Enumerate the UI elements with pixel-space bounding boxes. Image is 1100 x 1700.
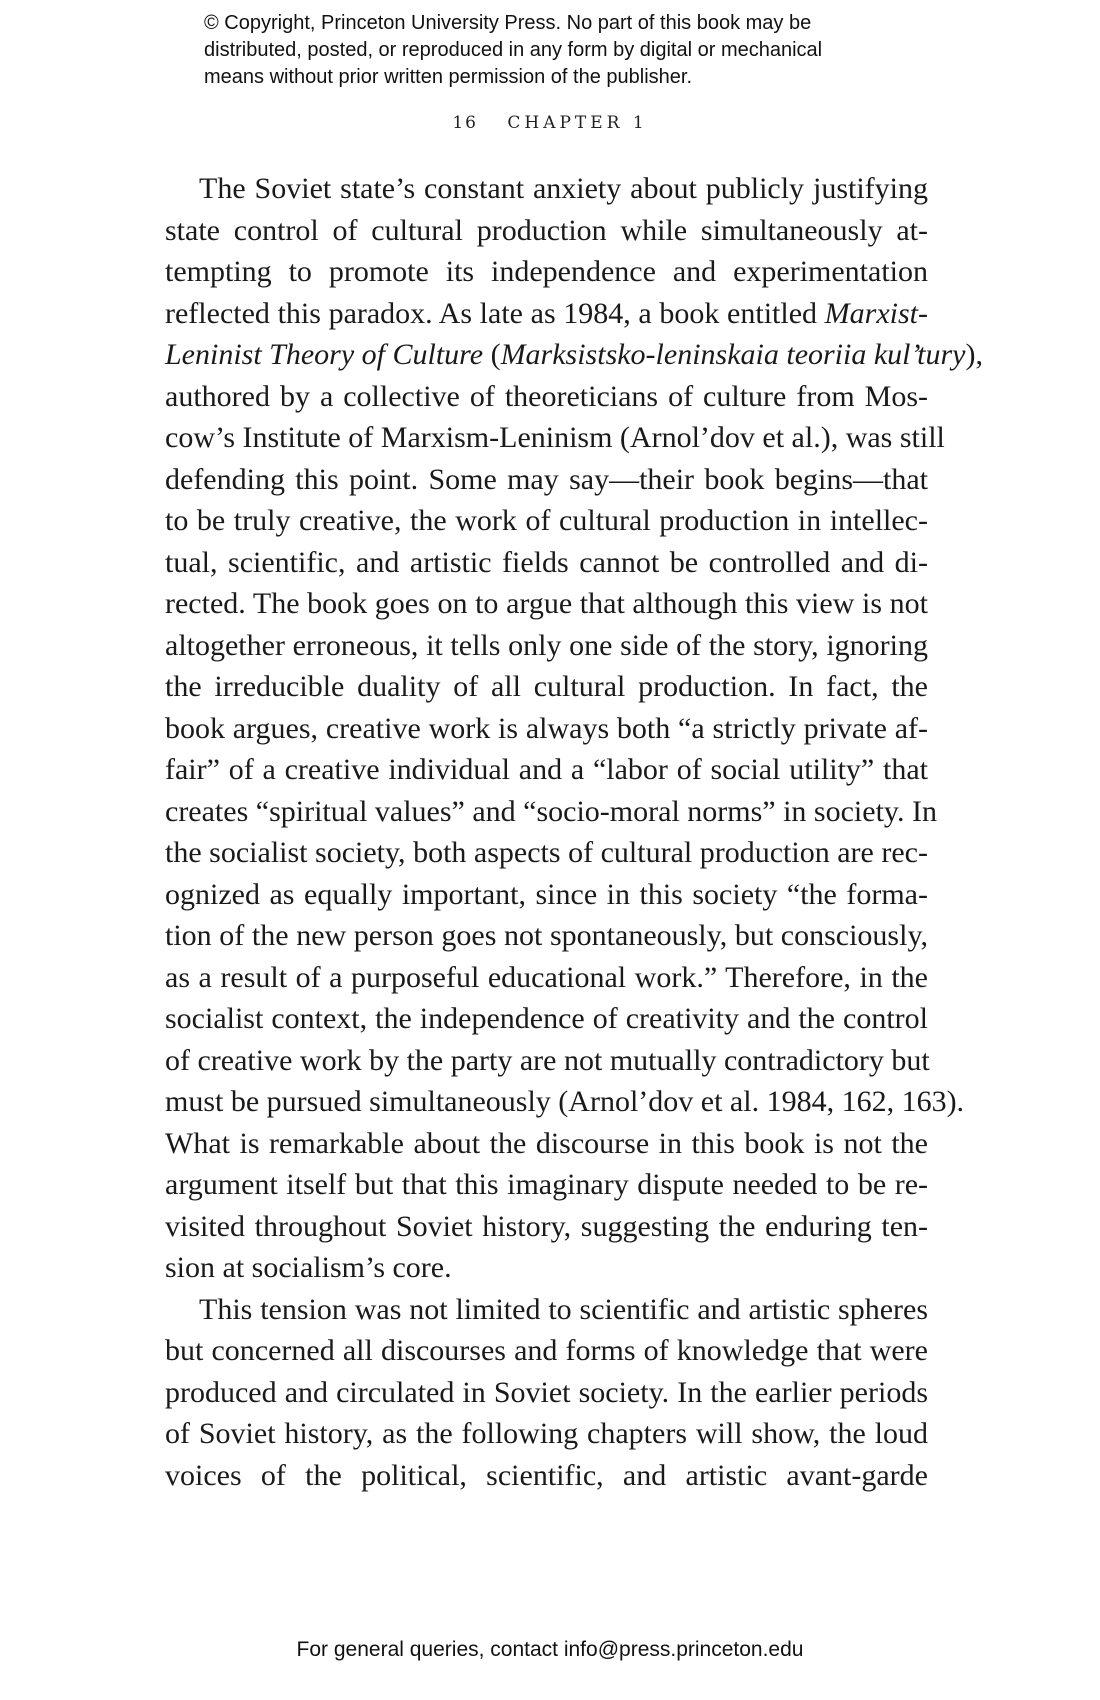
text-line: voices of the political, scientific, and artistic avant-garde [165, 1458, 928, 1492]
text-line: What is remarkable about the discourse in this book is not the [165, 1126, 928, 1160]
text-line: tion of the new person goes not spontaneously, but consciously, [165, 919, 928, 952]
text-line: rected. The book goes on to argue that although this view is not [165, 587, 928, 620]
text-line: This tension was not limited to scientific and artistic spheres [199, 1292, 928, 1326]
book-title-italic: Leninist Theory of Culture [165, 338, 484, 371]
book-title-italic: Marxist- [824, 296, 928, 330]
text-line: to be truly creative, the work of cultural production in intellec- [165, 504, 928, 537]
text-line: of creative work by the party are not mutually contradictory but [165, 1043, 930, 1077]
text-line: produced and circulated in Soviet society. In the earlier periods [165, 1375, 928, 1409]
text-line: book argues, creative work is always both “a strictly private af- [165, 711, 928, 745]
text-line: sion at socialism’s core. [165, 1251, 452, 1284]
text-line: state control of cultural production while simultaneously at- [165, 213, 928, 247]
text-line: visited throughout Soviet history, suggesting the enduring ten- [165, 1209, 928, 1243]
page-number: 16 [452, 113, 478, 133]
text-line: authored by a collective of theoreticians of culture from Mos- [165, 379, 928, 413]
copyright-notice [204, 10, 924, 91]
text-line: tual, scientific, and artistic fields cannot be controlled and di- [165, 545, 928, 579]
text-line: but concerned all discourses and forms of knowledge that were [165, 1334, 928, 1367]
paragraph-1 [165, 168, 983, 1289]
text-line: fair” of a creative individual and a “labor of social utility” that [165, 753, 928, 786]
footer-contact: For general queries, contact info@press.princeton.edu [296, 1638, 804, 1661]
text-line: cow’s Institute of Marxism-Leninism (Arnol’dov et al.), was still [165, 421, 945, 454]
text-line: of Soviet history, as the following chapters will show, the loud [165, 1417, 928, 1450]
text-segment: reflected this paradox. As late as 1984, a book entitled [165, 296, 825, 330]
text-line: socialist context, the independence of creativity and the control [165, 1002, 928, 1035]
running-head [0, 113, 1100, 133]
copyright-line: distributed, posted, or reproduced in any form by digital or mechanical [204, 39, 823, 61]
text-line: tempting to promote its independence and experimentation [165, 255, 928, 288]
text-line: as a result of a purposeful educational work.” Therefore, in the [165, 960, 928, 994]
text-line: defending this point. Some may say—their book begins—that [165, 462, 928, 496]
text-line [165, 293, 928, 335]
body-text [165, 168, 983, 1496]
text-line: creates “spiritual values” and “socio-moral norms” in society. In [165, 794, 937, 828]
copyright-line: © Copyright, Princeton University Press. No part of this book may be [204, 12, 812, 34]
text-line [165, 334, 983, 376]
text-line: The Soviet state’s constant anxiety about publicly justifying [199, 172, 928, 205]
book-title-russian-italic: Marksistsko-leninskaia teoriia kul’tury [500, 338, 966, 371]
text-line: ognized as equally important, since in this society “the forma- [165, 877, 928, 911]
text-line: argument itself but that this imaginary dispute needed to be re- [165, 1168, 928, 1201]
chapter-label: CHAPTER 1 [507, 113, 648, 133]
text-line: the socialist society, both aspects of cultural production are rec- [165, 836, 928, 869]
text-segment: ), [965, 338, 983, 371]
copyright-line: means without prior written permission of the publisher. [204, 66, 693, 88]
paragraph-2 [165, 1289, 928, 1497]
text-line: the irreducible duality of all cultural production. In fact, the [165, 670, 928, 703]
text-line: altogether erroneous, it tells only one side of the story, ignoring [165, 628, 928, 662]
text-line: must be pursued simultaneously (Arnol’dov et al. 1984, 162, 163). [165, 1085, 965, 1118]
text-segment: ( [483, 338, 501, 371]
